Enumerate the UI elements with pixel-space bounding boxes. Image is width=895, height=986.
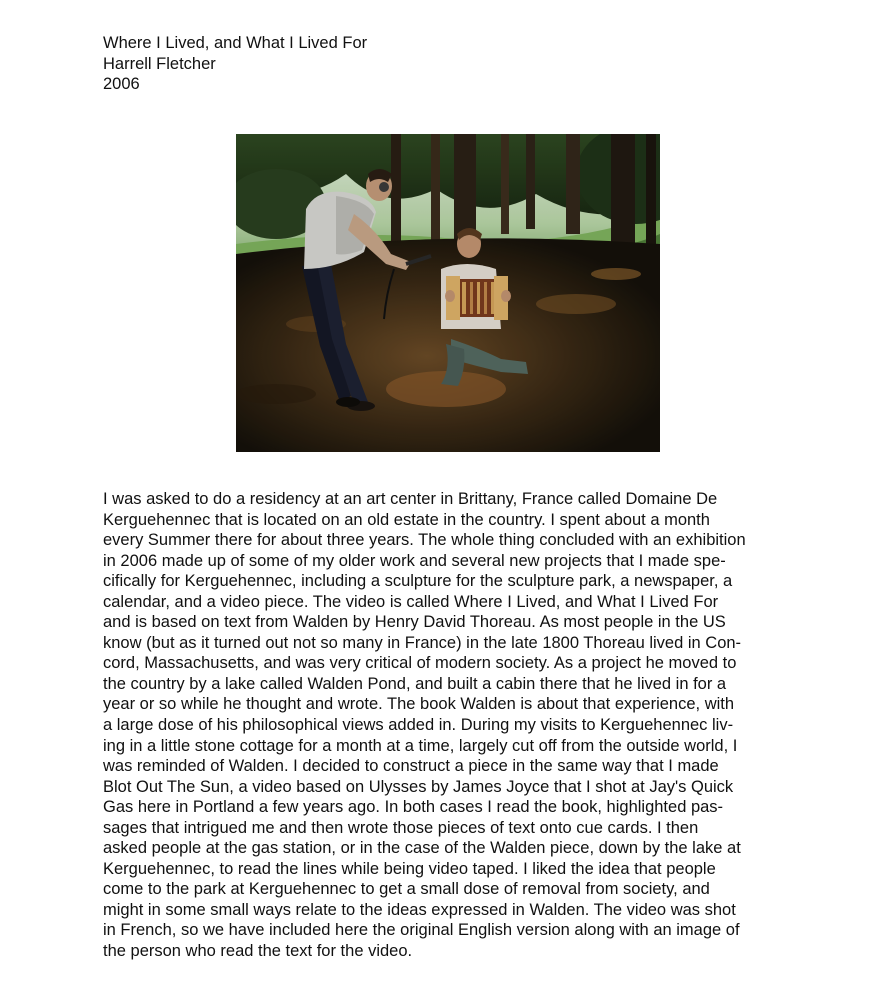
article-line: cord, Massachusetts, and was very critical of modern society. As a project he moved to [103, 654, 737, 673]
work-year: 2006 [103, 75, 140, 93]
article-line: in 2006 made up of some of my older work and several new projects that I made spe- [103, 551, 726, 570]
article-line: and is based on text from Walden by Henry David Thoreau. As most people in the US [103, 613, 726, 632]
article-line: calendar, and a video piece. The video is called Where I Lived, and What I Lived For [103, 592, 719, 611]
article-line: Kerguehennec that is located on an old estate in the country. I spent about a month [103, 510, 710, 529]
article-line: every Summer there for about three years. The whole thing concluded with an exhibition [103, 531, 746, 550]
article-line: asked people at the gas station, or in the case of the Walden piece, down by the lake at [103, 839, 741, 858]
article-line: know (but as it turned out not so many in France) in the late 1800 Thoreau lived in Con- [103, 633, 742, 652]
article-line: Gas here in Portland a few years ago. In both cases I read the book, highlighted pas- [103, 798, 724, 817]
article-line: the country by a lake called Walden Pond, and built a cabin there that he lived in for a [103, 674, 727, 693]
photo-forest-recording [236, 134, 660, 452]
document-header [103, 33, 367, 95]
article-line: ing in a little stone cottage for a month at a time, largely cut off from the outside world, I [103, 736, 738, 755]
article-line: a large dose of his philosophical views added in. During my visits to Kerguehennec liv- [103, 716, 734, 735]
artist-name: Harrell Fletcher [103, 54, 216, 73]
article-line: come to the park at Kerguehennec to get a small dose of removal from society, and [103, 880, 710, 899]
article-body [103, 489, 803, 962]
work-title: Where I Lived, and What I Lived For [103, 34, 368, 52]
article-line: in French, so we have included here the original English version along with an image of [103, 921, 740, 940]
article-line: Blot Out The Sun, a video based on Ulysses by James Joyce that I shot at Jay's Quick [103, 777, 734, 796]
article-line: I was asked to do a residency at an art center in Brittany, France called Domaine De [103, 490, 718, 508]
article-line: year or so while he thought and wrote. The book Walden is about that experience, with [103, 695, 735, 714]
article-line: might in some small ways relate to the ideas expressed in Walden. The video was shot [103, 900, 736, 919]
article-line: cifically for Kerguehennec, including a sculpture for the sculpture park, a newspaper, a [103, 572, 733, 591]
article-line: Kerguehennec, to read the lines while being video taped. I liked the idea that people [103, 859, 716, 878]
article-line: was reminded of Walden. I decided to construct a piece in the same way that I made [103, 757, 719, 776]
article-line: the person who read the text for the video. [103, 942, 413, 961]
article-line: sages that intrigued me and then wrote those pieces of text onto cue cards. I then [103, 818, 699, 837]
